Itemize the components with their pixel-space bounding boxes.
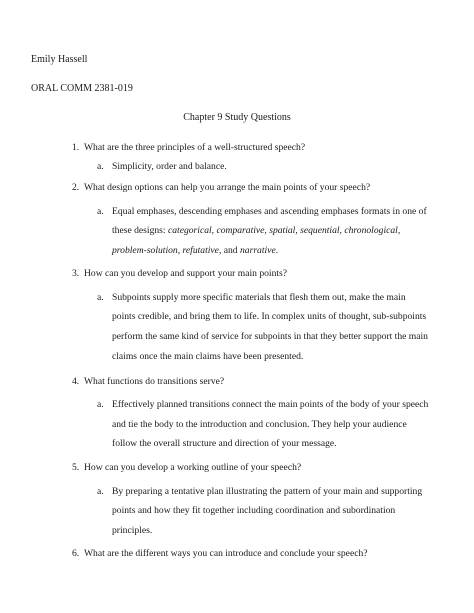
question-number: 5. — [72, 462, 80, 473]
answer-line: principles. — [112, 525, 153, 536]
question-text: What design options can help you arrange the main points of your speech? — [84, 182, 371, 193]
answer-emphasis: categorical, comparative, spatial, sequential, chronological, — [167, 225, 401, 236]
answer-line: Simplicity, order and balance. — [112, 161, 227, 172]
answer-line: perform the same kind of service for subpoints in that they better support the main — [112, 331, 428, 342]
answer-text: . — [275, 245, 279, 256]
answer-line: Effectively planned transitions connect the main points of the body of your speech — [112, 399, 429, 410]
author-name: Emily Hassell — [31, 54, 88, 65]
answer-line: claims once the main claims have been presented. — [112, 351, 304, 362]
question-number: 4. — [72, 376, 80, 387]
answer-line — [112, 225, 400, 237]
answer-line — [112, 245, 278, 257]
answer-line: Subpoints supply more specific materials that flesh them out, make the main — [112, 292, 406, 303]
answer-line: points and how they fit together including coordination and subordination — [112, 505, 396, 516]
answer-text: , and — [218, 245, 240, 256]
answer-emphasis: narrative — [240, 245, 276, 256]
question-text: What functions do transitions serve? — [84, 376, 225, 387]
answer-letter: a. — [97, 486, 104, 497]
answer-line: By preparing a tentative plan illustrating the pattern of your main and supporting — [112, 486, 423, 497]
document-title: Chapter 9 Study Questions — [183, 112, 291, 123]
question-number: 3. — [72, 268, 80, 279]
question-number: 2. — [72, 182, 80, 193]
question-text: How can you develop and support your main points? — [84, 268, 288, 279]
answer-letter: a. — [97, 206, 104, 217]
question-text: What are the different ways you can introduce and conclude your speech? — [84, 548, 368, 559]
answer-letter: a. — [97, 161, 104, 172]
answer-line: points credible, and bring them to life. In complex units of thought, sub-subpoints — [112, 311, 427, 322]
answer-text: these designs: — [112, 225, 168, 236]
answer-emphasis: problem-solution, refutative — [112, 245, 219, 256]
answer-letter: a. — [97, 399, 104, 410]
answer-line: follow the overall structure and direction of your message. — [112, 438, 337, 449]
answer-line: Equal emphases, descending emphases and ascending emphases formats in one of — [112, 206, 427, 217]
course-code: ORAL COMM 2381-019 — [31, 83, 133, 94]
answer-letter: a. — [97, 292, 104, 303]
question-number: 1. — [72, 142, 80, 153]
question-number: 6. — [72, 548, 80, 559]
question-text: What are the three principles of a well-structured speech? — [84, 142, 306, 153]
question-text: How can you develop a working outline of your speech? — [84, 462, 302, 473]
answer-line: and tie the body to the introduction and conclusion. They help your audience — [112, 419, 407, 430]
